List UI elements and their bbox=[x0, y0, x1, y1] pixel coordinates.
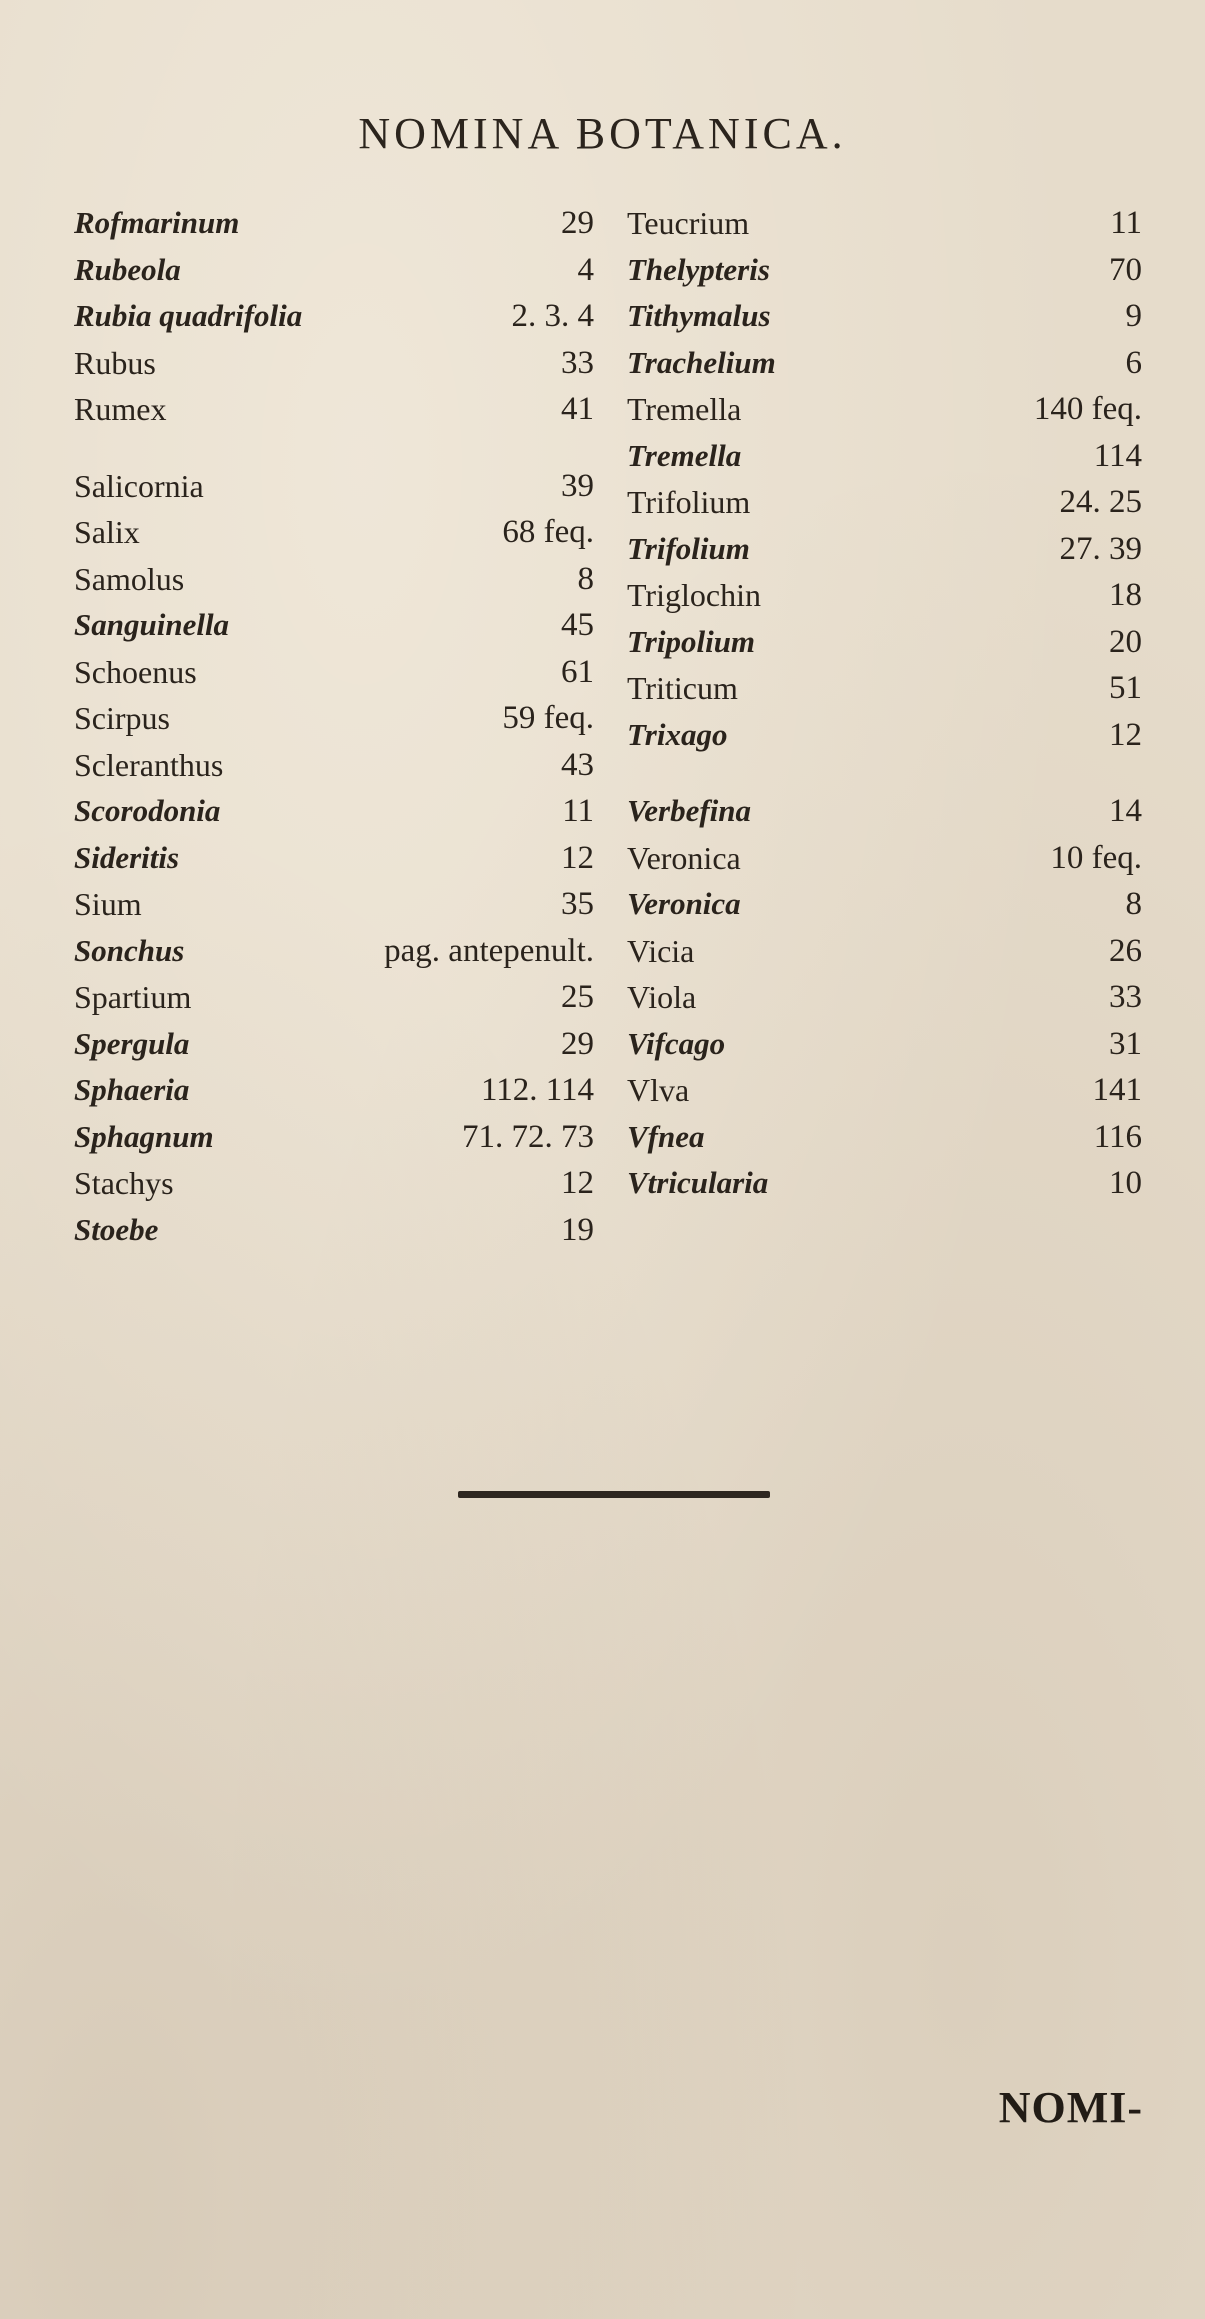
entry-name: Triticum bbox=[627, 670, 738, 706]
catchword: NOMI- bbox=[998, 2083, 1143, 2132]
entry-page-ref: 4 bbox=[577, 251, 594, 288]
index-entry bbox=[74, 386, 594, 433]
entry-name: Stachys bbox=[74, 1165, 174, 1201]
index-group-r bbox=[74, 200, 594, 433]
index-entry bbox=[627, 974, 1142, 1021]
entry-name: Salix bbox=[74, 514, 140, 550]
entry-name: Tripolium bbox=[627, 623, 756, 659]
entry-page-ref: 18 bbox=[1109, 577, 1142, 613]
index-entry bbox=[627, 1067, 1142, 1114]
entry-page-ref: 141 bbox=[1092, 1072, 1142, 1108]
entry-name: Veronica bbox=[627, 886, 741, 921]
entry-name: Rofmarinum bbox=[74, 205, 240, 240]
entry-name: Schoenus bbox=[74, 653, 197, 690]
entry-page-ref: 116 bbox=[1093, 1118, 1142, 1155]
index-entry bbox=[627, 928, 1142, 975]
index-entry bbox=[74, 1021, 594, 1068]
index-group-v bbox=[627, 788, 1142, 1207]
index-entry bbox=[627, 572, 1142, 619]
entry-name: Sonchus bbox=[74, 932, 185, 968]
entry-name: Trifolium bbox=[627, 530, 750, 566]
entry-name: Verbefina bbox=[627, 793, 751, 828]
entry-name: Trifolium bbox=[627, 484, 751, 520]
entry-page-ref: 12 bbox=[561, 839, 594, 876]
entry-name: Rubeola bbox=[74, 251, 181, 287]
index-entry bbox=[74, 247, 594, 294]
index-entry bbox=[74, 1160, 594, 1207]
entry-name: Veronica bbox=[627, 839, 741, 876]
entry-page-ref: 29 bbox=[561, 205, 594, 241]
entry-page-ref: 61 bbox=[561, 653, 594, 690]
entry-name: Trixago bbox=[627, 716, 728, 752]
entry-page-ref: 114 bbox=[1093, 437, 1142, 474]
index-entry bbox=[74, 509, 594, 556]
entry-name: Vfnea bbox=[627, 1118, 705, 1154]
index-entry bbox=[74, 602, 594, 649]
index-group-t bbox=[627, 200, 1142, 758]
entry-page-ref: 59 feq. bbox=[502, 700, 594, 736]
entry-page-ref: 35 bbox=[561, 886, 594, 922]
entry-name: Vlva bbox=[627, 1072, 690, 1108]
entry-page-ref: 33 bbox=[561, 344, 594, 381]
entry-page-ref: 112. 114 bbox=[480, 1072, 594, 1108]
index-entry bbox=[74, 649, 594, 696]
entry-page-ref: 8 bbox=[1125, 886, 1142, 922]
index-entry bbox=[74, 1114, 594, 1161]
section-rule bbox=[458, 1491, 770, 1498]
entry-page-ref: 27. 39 bbox=[1059, 530, 1142, 567]
index-entry bbox=[627, 835, 1142, 882]
entry-name: Spergula bbox=[74, 1025, 190, 1061]
index-entry bbox=[627, 386, 1142, 433]
entry-name: Sphagnum bbox=[74, 1118, 214, 1154]
index-entry bbox=[627, 247, 1142, 294]
index-entry bbox=[627, 788, 1142, 835]
group-spacer bbox=[74, 433, 594, 463]
index-entry bbox=[627, 665, 1142, 712]
index-entry bbox=[627, 712, 1142, 759]
index-entry bbox=[74, 835, 594, 882]
index-entry bbox=[74, 695, 594, 742]
entry-page-ref: 11 bbox=[562, 793, 594, 829]
entry-page-ref: 45 bbox=[561, 607, 594, 643]
entry-name: Sphaeria bbox=[74, 1072, 190, 1107]
index-entry bbox=[74, 928, 594, 975]
index-entry bbox=[627, 200, 1142, 247]
index-entry bbox=[627, 526, 1142, 573]
index-entry bbox=[74, 881, 594, 928]
index-entry bbox=[74, 788, 594, 835]
entry-name: Tithymalus bbox=[627, 298, 771, 333]
entry-page-ref: 31 bbox=[1109, 1025, 1142, 1062]
entry-name: Trachelium bbox=[627, 344, 776, 380]
entry-name: Stoebe bbox=[74, 1211, 159, 1247]
entry-page-ref: 10 feq. bbox=[1050, 839, 1142, 876]
entry-page-ref: 12 bbox=[1109, 716, 1142, 753]
index-entry bbox=[627, 619, 1142, 666]
entry-page-ref: 39 bbox=[561, 467, 594, 504]
entry-name: Scirpus bbox=[74, 700, 170, 736]
index-entry bbox=[74, 463, 594, 510]
entry-name: Scleranthus bbox=[74, 746, 224, 783]
index-entry bbox=[627, 1021, 1142, 1068]
entry-page-ref: 8 bbox=[577, 560, 594, 597]
index-entry bbox=[74, 1207, 594, 1254]
entry-page-ref: 29 bbox=[561, 1025, 594, 1062]
entry-name: Sium bbox=[74, 886, 142, 922]
entry-page-ref: 25 bbox=[561, 979, 594, 1015]
entry-page-ref: 14 bbox=[1109, 793, 1142, 829]
entry-page-ref: 68 feq. bbox=[502, 514, 594, 550]
index-column-right bbox=[627, 200, 1142, 1207]
entry-name: Rubia quadrifolia bbox=[74, 298, 303, 333]
entry-name: Salicornia bbox=[74, 467, 204, 504]
entry-page-ref: 24. 25 bbox=[1059, 484, 1142, 520]
group-spacer bbox=[627, 758, 1142, 788]
entry-page-ref: 12 bbox=[561, 1165, 594, 1201]
entry-name: Vifcago bbox=[627, 1025, 726, 1061]
index-entry bbox=[74, 200, 594, 247]
entry-page-ref: 33 bbox=[1109, 979, 1142, 1015]
index-entry bbox=[627, 340, 1142, 387]
entry-page-ref: 9 bbox=[1125, 298, 1142, 334]
entry-name: Scorodonia bbox=[74, 793, 221, 828]
entry-page-ref: 20 bbox=[1109, 623, 1142, 660]
index-entry bbox=[627, 479, 1142, 526]
entry-name: Tremella bbox=[627, 391, 742, 427]
entry-name: Samolus bbox=[74, 560, 185, 597]
index-entry bbox=[74, 556, 594, 603]
entry-name: Teucrium bbox=[627, 205, 750, 241]
entry-page-ref: 140 feq. bbox=[1033, 391, 1142, 427]
index-entry bbox=[74, 742, 594, 789]
index-entry bbox=[627, 1160, 1142, 1207]
page-title: NOMINA BOTANICA. bbox=[358, 109, 847, 158]
index-entry bbox=[74, 1067, 594, 1114]
entry-name: Viola bbox=[627, 979, 697, 1015]
entry-page-ref: 43 bbox=[561, 746, 594, 783]
entry-page-ref: 10 bbox=[1109, 1165, 1142, 1201]
entry-page-ref: 2. 3. 4 bbox=[511, 298, 594, 334]
index-group-s bbox=[74, 463, 594, 1254]
entry-name: Triglochin bbox=[627, 577, 761, 613]
index-entry bbox=[627, 1114, 1142, 1161]
entry-page-ref: 71. 72. 73 bbox=[462, 1118, 594, 1155]
index-entry bbox=[74, 340, 594, 387]
entry-name: Spartium bbox=[74, 979, 192, 1015]
entry-name: Sideritis bbox=[74, 839, 180, 875]
entry-page-ref: 19 bbox=[561, 1211, 594, 1248]
index-column-left bbox=[74, 200, 594, 1253]
entry-name: Rubus bbox=[74, 344, 156, 381]
entry-page-ref: 11 bbox=[1110, 205, 1142, 241]
entry-page-ref: 70 bbox=[1109, 251, 1142, 288]
entry-name: Vtricularia bbox=[627, 1165, 769, 1200]
index-entry bbox=[627, 881, 1142, 928]
entry-page-ref: 26 bbox=[1109, 932, 1142, 969]
entry-name: Tremella bbox=[627, 437, 742, 473]
index-entry bbox=[74, 293, 594, 340]
index-entry bbox=[627, 293, 1142, 340]
index-entry bbox=[74, 974, 594, 1021]
entry-name: Vicia bbox=[627, 932, 695, 969]
entry-name: Sanguinella bbox=[74, 607, 230, 642]
entry-page-ref: 51 bbox=[1109, 670, 1142, 706]
entry-name: Rumex bbox=[74, 391, 167, 427]
entry-page-ref: pag. antepenult. bbox=[384, 932, 594, 969]
entry-name: Thelypteris bbox=[627, 251, 770, 287]
entry-page-ref: 6 bbox=[1125, 344, 1142, 381]
entry-page-ref: 41 bbox=[561, 391, 594, 427]
index-entry bbox=[627, 433, 1142, 480]
